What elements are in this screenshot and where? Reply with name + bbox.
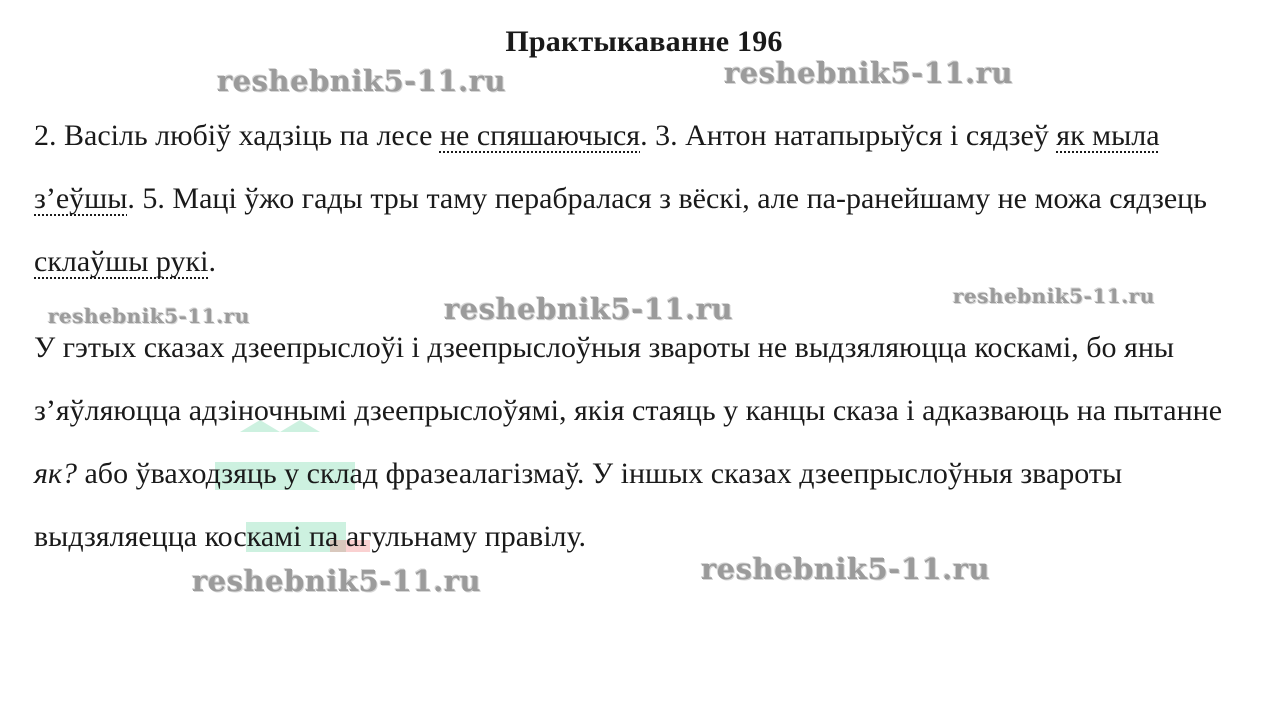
explanation-text-end: або ўваходзяць у склад фразеалагізмаў. У іншых сказах дзеепрыслоўныя звароты выдзяляецца коскамі па агульнаму правілу.: [34, 457, 1123, 553]
answer-paragraph: [34, 104, 1244, 293]
phrase-sklaushy-ruki: склаўшы рукі: [34, 245, 209, 278]
explanation-text: У гэтых сказах дзеепрыслоўі і дзеепрыслоўныя звароты не выдзяляюцца коскамі, бо яны з’яўляюцца адзіночнымі дзеепрыслоўямі, якія стаяць у канцы сказа і адказваюць на пытанне: [34, 331, 1223, 427]
sentence-2-text: 2. Васіль любіў хадзіць па лесе: [34, 119, 440, 152]
watermark: reshebnik5-11.ru: [217, 64, 507, 98]
explanation-paragraph: [34, 316, 1244, 568]
watermark: reshebnik5-11.ru: [701, 552, 991, 586]
question-word: як?: [34, 457, 77, 490]
phrase-ne-spiashajuchysia: не спяшаючыся: [439, 119, 641, 152]
watermark: reshebnik5-11.ru: [724, 56, 1014, 90]
sentence-5-text: . 5. Маці ўжо гады тры таму перабралася з вёскі, але па-ранейшаму не можа сядзець: [127, 182, 1207, 215]
page-title: Практыкаванне 196: [505, 25, 783, 58]
watermark: reshebnik5-11.ru: [48, 304, 250, 328]
phrase-jak-myla-zeushy: як мыла з’еўшы: [34, 119, 1160, 215]
sentence-end: .: [208, 245, 216, 278]
sentence-3-text: . 3. Антон натапырыўся і сядзеў: [640, 119, 1057, 152]
watermark: reshebnik5-11.ru: [953, 284, 1155, 308]
watermark: reshebnik5-11.ru: [192, 564, 482, 598]
watermark: reshebnik5-11.ru: [444, 292, 734, 326]
